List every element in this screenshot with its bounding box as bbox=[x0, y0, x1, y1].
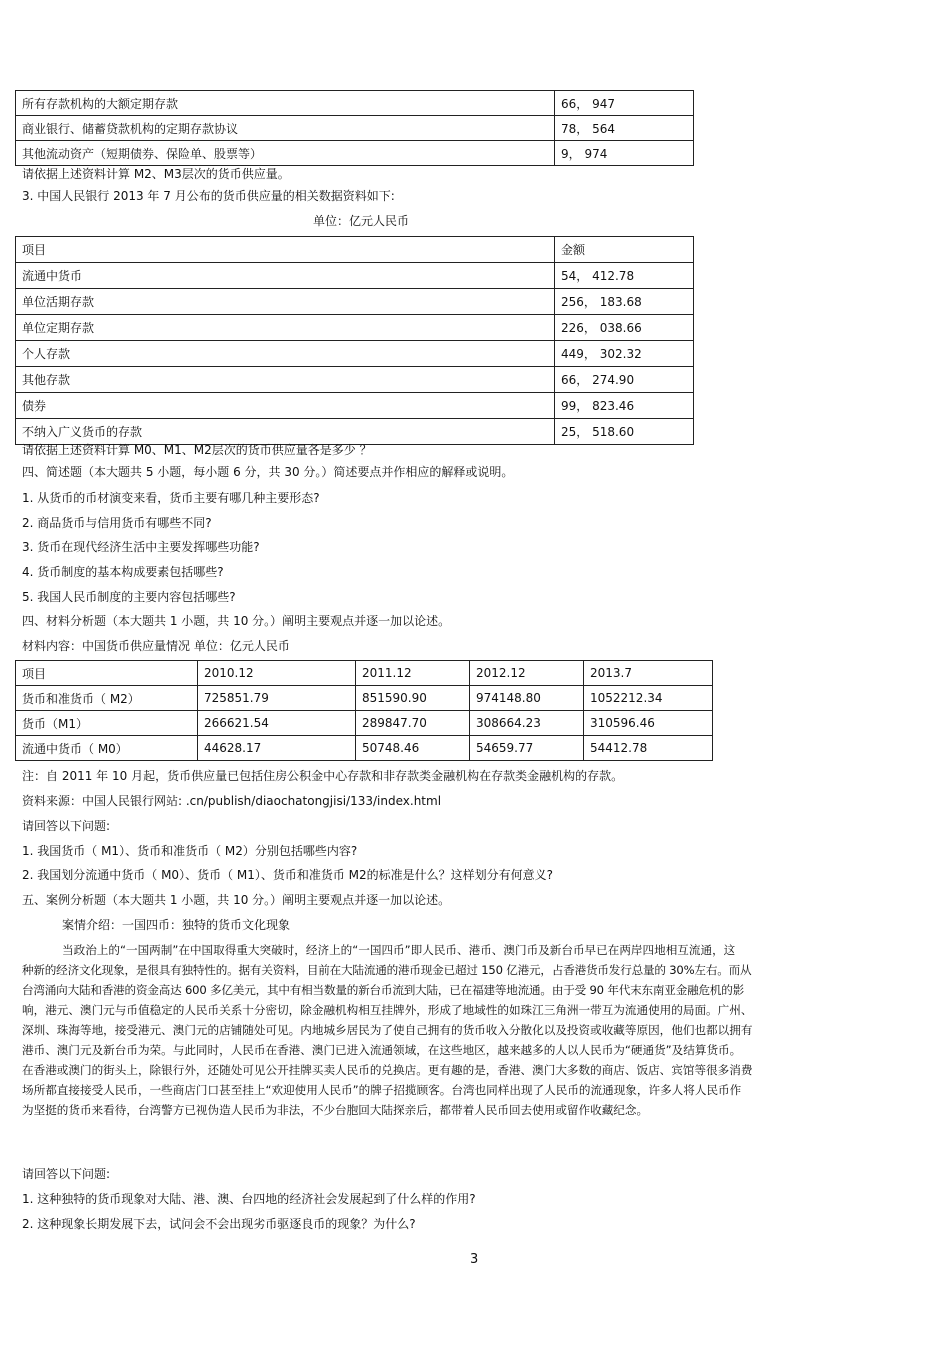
table-cell: 725851.79 bbox=[198, 686, 356, 711]
table-cell: 66， 274.90 bbox=[555, 367, 694, 393]
question-m2m3: 请依据上述资料计算 M2、M3层次的货币供应量。 bbox=[22, 167, 290, 181]
table-row bbox=[16, 367, 694, 393]
table-cell: 54659.77 bbox=[470, 736, 584, 761]
paragraph-line: 场所都直接接受人民币，一些商店门口甚至挂上“欢迎使用人民币”的牌子招揽顾客。台湾也同样出现了人民币的流通现象，许多人将人民币作 bbox=[22, 1083, 742, 1097]
money-supply-table bbox=[15, 236, 694, 445]
table-row bbox=[16, 419, 694, 445]
table-cell: 256， 183.68 bbox=[555, 289, 694, 315]
table-cell: 债券 bbox=[16, 393, 555, 419]
table-cell: 其他存款 bbox=[16, 367, 555, 393]
question-item: 1. 我国货币（ M1）、货币和准货币（ M2）分别包括哪些内容? bbox=[22, 844, 358, 858]
table-note: 注：自 2011 年 10 月起，货币供应量已包括住房公积金中心存款和非存款类金融机构在存款类金融机构的存款。 bbox=[22, 769, 624, 783]
table-cell: 289847.70 bbox=[356, 711, 470, 736]
table-cell: 851590.90 bbox=[356, 686, 470, 711]
section-4-title: 四、简述题（本大题共 5 小题，每小题 6 分，共 30 分。）简述要点并作相应的解释或说明。 bbox=[22, 465, 514, 479]
table-row bbox=[16, 141, 694, 166]
table-cell: 310596.46 bbox=[584, 711, 713, 736]
table-cell: 单位定期存款 bbox=[16, 315, 555, 341]
table-cell: 流通中货币（ M0） bbox=[16, 736, 198, 761]
column-header: 2011.12 bbox=[356, 661, 470, 686]
table-cell: 266621.54 bbox=[198, 711, 356, 736]
table-row bbox=[16, 289, 694, 315]
table-cell: 个人存款 bbox=[16, 341, 555, 367]
deposit-table bbox=[15, 90, 694, 166]
table-cell: 54， 412.78 bbox=[555, 263, 694, 289]
table-header-row bbox=[16, 237, 694, 263]
table-cell: 货币和准货币（ M2） bbox=[16, 686, 198, 711]
table-cell: 449， 302.32 bbox=[555, 341, 694, 367]
paragraph-line: 深圳、珠海等地，接受港元、澳门元的店铺随处可见。内地城乡居民为了使自己拥有的货币收入分散化以及投资或收藏等原因，他们也都以拥有 bbox=[22, 1023, 753, 1037]
question-item: 1. 这种独特的货币现象对大陆、港、澳、台四地的经济社会发展起到了什么样的作用? bbox=[22, 1192, 476, 1206]
table-unit-label: 单位：亿元人民币 bbox=[313, 214, 410, 228]
column-header: 2013.7 bbox=[584, 661, 713, 686]
paragraph-line: 响，港元、澳门元与币值稳定的人民币关系十分密切，除金融机构相互挂牌外，形成了地域性的如珠江三角洲一带互为流通使用的局面。广州、 bbox=[22, 1003, 753, 1017]
table-cell: 单位活期存款 bbox=[16, 289, 555, 315]
table-cell: 308664.23 bbox=[470, 711, 584, 736]
table-cell: 商业银行、储蓄贷款机构的定期存款协议 bbox=[16, 116, 555, 141]
table-row bbox=[16, 711, 713, 736]
question-m0m1m2: 请依据上述资料计算 M0、M1、M2层次的货币供应量各是多少 ？ bbox=[22, 443, 372, 457]
section-5-title: 五、案例分析题（本大题共 1 小题，共 10 分。）阐明主要观点并逐一加以论述。 bbox=[22, 893, 451, 907]
table-row bbox=[16, 736, 713, 761]
column-header: 2012.12 bbox=[470, 661, 584, 686]
table-cell: 所有存款机构的大额定期存款 bbox=[16, 91, 555, 116]
answer-prompt: 请回答以下问题: bbox=[22, 1167, 111, 1181]
paragraph-line: 在香港或澳门的街头上，除银行外，还随处可见公开挂牌买卖人民币的兑换店。更有趣的是，香港、澳门大多数的商店、饭店、宾馆等很多消费 bbox=[22, 1063, 753, 1077]
column-header: 金额 bbox=[555, 237, 694, 263]
section-4b-title: 四、材料分析题（本大题共 1 小题，共 10 分。）阐明主要观点并逐一加以论述。 bbox=[22, 614, 451, 628]
column-header: 项目 bbox=[16, 237, 555, 263]
table-cell: 货币（M1） bbox=[16, 711, 198, 736]
table-row bbox=[16, 393, 694, 419]
source-line: 资料来源：中国人民银行网站: .cn/publish/diaochatongjisi/133/index.html bbox=[22, 794, 442, 808]
question-item: 3. 货币在现代经济生活中主要发挥哪些功能? bbox=[22, 540, 260, 554]
table-cell: 1052212.34 bbox=[584, 686, 713, 711]
table-cell: 226， 038.66 bbox=[555, 315, 694, 341]
question-item: 2. 我国划分流通中货币（ M0）、货币（ M1）、货币和准货币 M2的标准是什么？这样划分有何意义? bbox=[22, 868, 554, 882]
table-row bbox=[16, 686, 713, 711]
column-header: 项目 bbox=[16, 661, 198, 686]
money-supply-history-table bbox=[15, 660, 713, 761]
question-item: 2. 商品货币与信用货币有哪些不同? bbox=[22, 516, 212, 530]
table-header-row bbox=[16, 661, 713, 686]
table-cell: 9， 974 bbox=[555, 141, 694, 166]
question-item: 2. 这种现象长期发展下去，试问会不会出现劣币驱逐良币的现象？为什么? bbox=[22, 1217, 416, 1231]
table-cell: 974148.80 bbox=[470, 686, 584, 711]
material-label: 材料内容：中国货币供应量情况 单位：亿元人民币 bbox=[22, 639, 290, 653]
table-cell: 流通中货币 bbox=[16, 263, 555, 289]
table-cell: 44628.17 bbox=[198, 736, 356, 761]
table-cell: 66， 947 bbox=[555, 91, 694, 116]
question-item: 4. 货币制度的基本构成要素包括哪些? bbox=[22, 565, 224, 579]
table-row bbox=[16, 263, 694, 289]
table-cell: 50748.46 bbox=[356, 736, 470, 761]
table-cell: 54412.78 bbox=[584, 736, 713, 761]
column-header: 2010.12 bbox=[198, 661, 356, 686]
answer-prompt: 请回答以下问题: bbox=[22, 819, 111, 833]
table-cell: 其他流动资产（短期债券、保险单、股票等） bbox=[16, 141, 555, 166]
question-3-intro: 3. 中国人民银行 2013 年 7 月公布的货币供应量的相关数据资料如下: bbox=[22, 189, 395, 203]
case-title: 案情介绍：一国四币：独特的货币文化现象 bbox=[62, 918, 291, 932]
table-row bbox=[16, 341, 694, 367]
table-row bbox=[16, 116, 694, 141]
paragraph-line: 种新的经济文化现象，是很具有独特性的。据有关资料，目前在大陆流通的港币现金已超过 150 亿港元，占香港货币发行总量的 30%左右。而从 bbox=[22, 963, 752, 977]
page-number: 3 bbox=[470, 1252, 479, 1267]
case-paragraph bbox=[22, 940, 752, 1120]
paragraph-line: 台湾涌向大陆和香港的资金高达 600 多亿美元，其中有相当数量的新台币流到大陆，已在福建等地流通。由于受 90 年代末东南亚金融危机的影 bbox=[22, 983, 745, 997]
question-item: 5. 我国人民币制度的主要内容包括哪些? bbox=[22, 590, 236, 604]
table-cell: 78， 564 bbox=[555, 116, 694, 141]
table-cell: 不纳入广义货币的存款 bbox=[16, 419, 555, 445]
paragraph-line: 为坚挺的货币来看待，台湾警方已视伪造人民币为非法，不少台胞回大陆探亲后，都带着人民币回去使用或留作收藏纪念。 bbox=[22, 1103, 649, 1117]
table-cell: 99， 823.46 bbox=[555, 393, 694, 419]
paragraph-line: 港币、澳门元及新台币为荣。与此同时，人民币在香港、澳门已进入流通领域，在这些地区，越来越多的人以人民币为“硬通货”及结算货币。 bbox=[22, 1043, 742, 1057]
question-item: 1. 从货币的币材演变来看，货币主要有哪几种主要形态? bbox=[22, 491, 320, 505]
table-row bbox=[16, 315, 694, 341]
table-cell: 25， 518.60 bbox=[555, 419, 694, 445]
paragraph-line: 当政治上的“一国两制”在中国取得重大突破时，经济上的“一国四币”即人民币、港币、澳门币及新台币早已在两岸四地相互流通，这 bbox=[62, 943, 736, 957]
table-row bbox=[16, 91, 694, 116]
